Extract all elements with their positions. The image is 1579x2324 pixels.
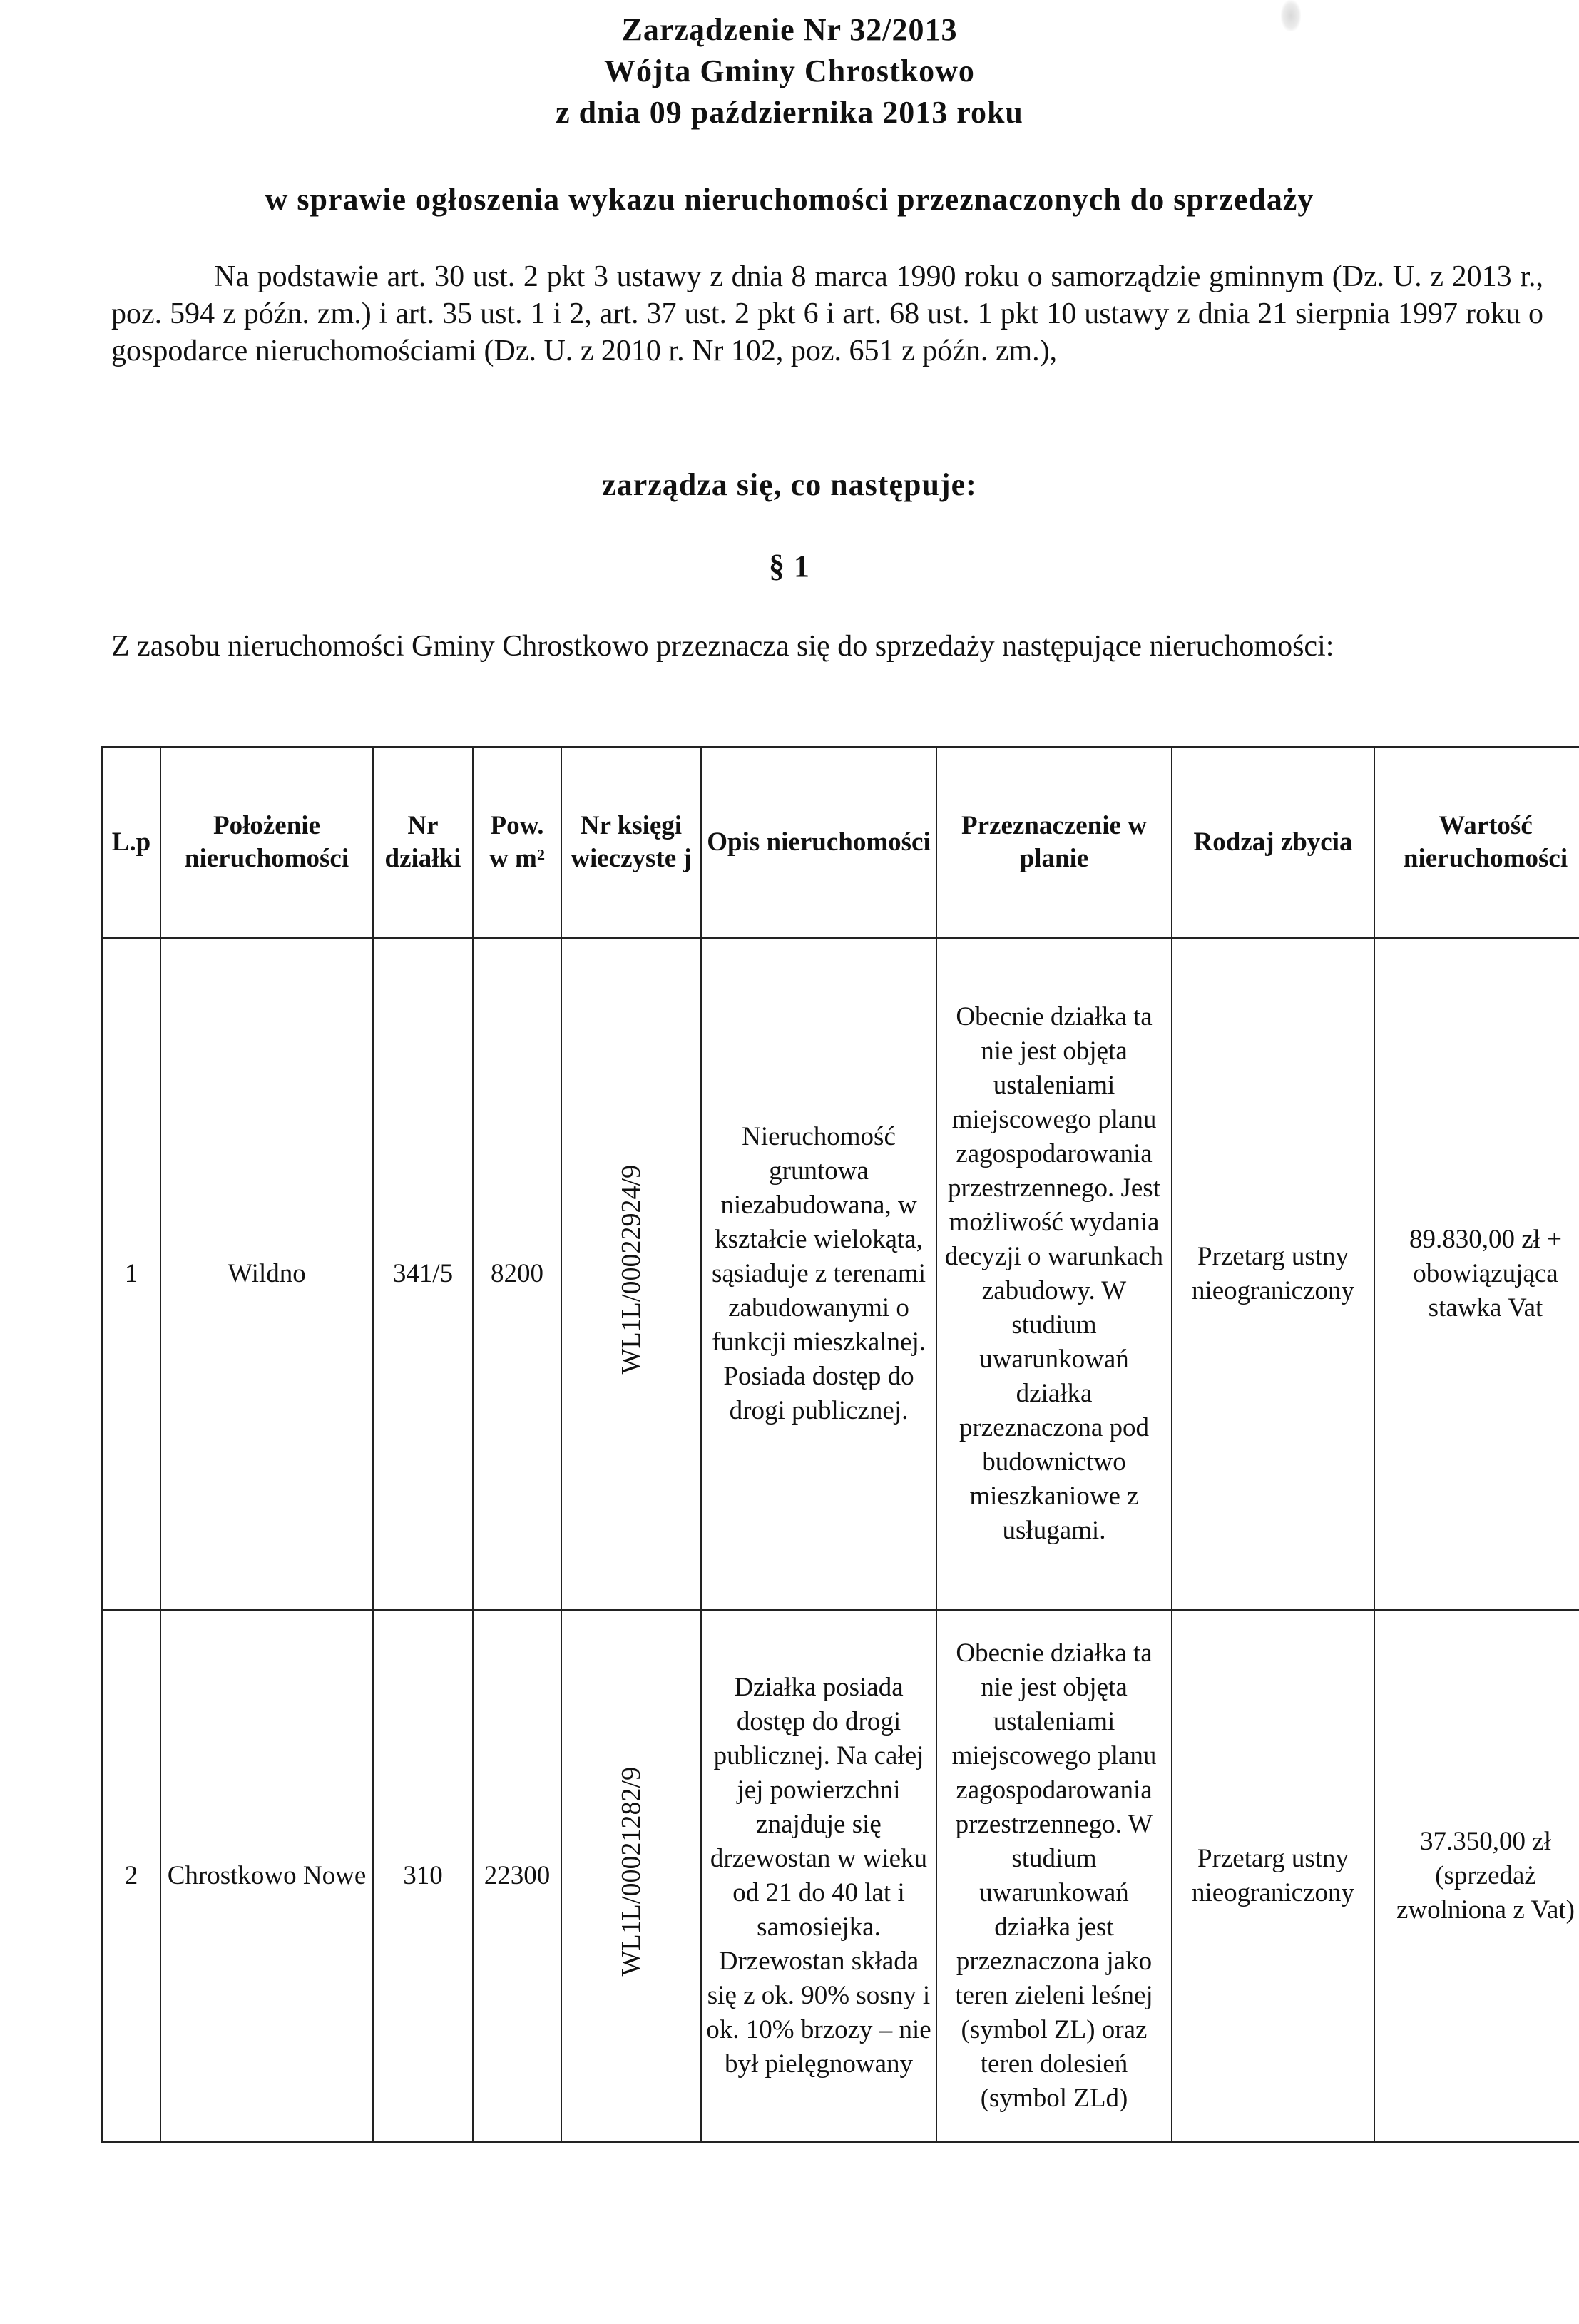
header-plan: Przeznaczenie w planie — [936, 747, 1172, 938]
preamble-paragraph — [111, 258, 1543, 370]
header-land-register: Nr księgi wieczyste j — [561, 747, 701, 938]
land-register-number: WL1L/00021282/9 — [616, 1766, 646, 1977]
cell-land-register — [561, 1610, 701, 2142]
table-row — [102, 938, 1579, 1610]
cell-plan: Obecnie działka ta nie jest objęta ustaleniami miejscowego planu zagospodarowania przestrzennego. W studium uwarunkowań działka jest przeznaczona jako teren zieleni leśnej (symbol ZL) oraz teren dolesień (symbol ZLd) — [936, 1610, 1172, 2142]
table-header-row — [102, 747, 1579, 938]
cell-plot: 310 — [373, 1610, 473, 2142]
table-row — [102, 1610, 1579, 2142]
cell-value: 37.350,00 zł (sprzedaż zwolniona z Vat) — [1374, 1610, 1579, 2142]
intro-paragraph: Z zasobu nieruchomości Gminy Chrostkowo przeznacza się do sprzedaży następujące nieruchomości: — [111, 630, 1334, 663]
header-area: Pow. w m² — [473, 747, 561, 938]
title-line-3: z dnia 09 października 2013 roku — [556, 95, 1023, 130]
section-mark: § 1 — [769, 549, 810, 583]
preamble-text: Na podstawie art. 30 ust. 2 pkt 3 ustawy z dnia 8 marca 1990 roku o samorządzie gminnym (Dz. U. z 2013 r., poz. 594 z późn. zm.) i art. 35 ust. 1 i 2, art. 37 ust. 2 pkt 6 i art. 68 ust. 1 pkt 10 ustawy z dnia 21 sierpnia 1997 roku o gospodarce nieruchomościami (Dz. U. z 2010 r. Nr 102, poz. 651 z późn. zm.), — [111, 260, 1543, 367]
cell-value: 89.830,00 zł + obowiązująca stawka Vat — [1374, 938, 1579, 1610]
land-register-number: WL1L/00022924/9 — [616, 1164, 646, 1375]
cell-plot: 341/5 — [373, 938, 473, 1610]
cell-location: Wildno — [160, 938, 373, 1610]
subject-line: w sprawie ogłoszenia wykazu nieruchomości przeznaczonych do sprzedaży — [265, 182, 1314, 217]
cell-description: Działka posiada dostęp do drogi publicznej. Na całej jej powierzchni znajduje się drzewostan w wieku od 21 do 40 lat i samosiejka. Drzewostan składa się z ok. 90% sosny i ok. 10% brzozy – nie był pielęgnowany — [701, 1610, 936, 2142]
title-line-1: Zarządzenie Nr 32/2013 — [621, 12, 958, 47]
header-plot: Nr działki — [373, 747, 473, 938]
header-description: Opis nieruchomości — [701, 747, 936, 938]
cell-sale-type: Przetarg ustny nieograniczony — [1172, 938, 1374, 1610]
header-lp: L.p — [102, 747, 160, 938]
header-location: Położenie nieruchomości — [160, 747, 373, 938]
cell-description: Nieruchomość gruntowa niezabudowana, w kształcie wielokąta, sąsiaduje z terenami zabudowanymi o funkcji mieszkalnej. Posiada dostęp do drogi publicznej. — [701, 938, 936, 1610]
title-line-2: Wójta Gminy Chrostkowo — [604, 53, 975, 88]
header-value: Wartość nieruchomości — [1374, 747, 1579, 938]
decree-line: zarządza się, co następuje: — [602, 467, 977, 502]
header-sale-type: Rodzaj zbycia — [1172, 747, 1374, 938]
cell-sale-type: Przetarg ustny nieograniczony — [1172, 1610, 1374, 2142]
cell-land-register — [561, 938, 701, 1610]
cell-area: 22300 — [473, 1610, 561, 2142]
cell-area: 8200 — [473, 938, 561, 1610]
cell-lp: 2 — [102, 1610, 160, 2142]
cell-lp: 1 — [102, 938, 160, 1610]
property-table — [101, 746, 1579, 2143]
cell-plan: Obecnie działka ta nie jest objęta ustaleniami miejscowego planu zagospodarowania przestrzennego. Jest możliwość wydania decyzji o warunkach zabudowy. W studium uwarunkowań działka przeznaczona pod budownictwo mieszkaniowe z usługami. — [936, 938, 1172, 1610]
cell-location: Chrostkowo Nowe — [160, 1610, 373, 2142]
